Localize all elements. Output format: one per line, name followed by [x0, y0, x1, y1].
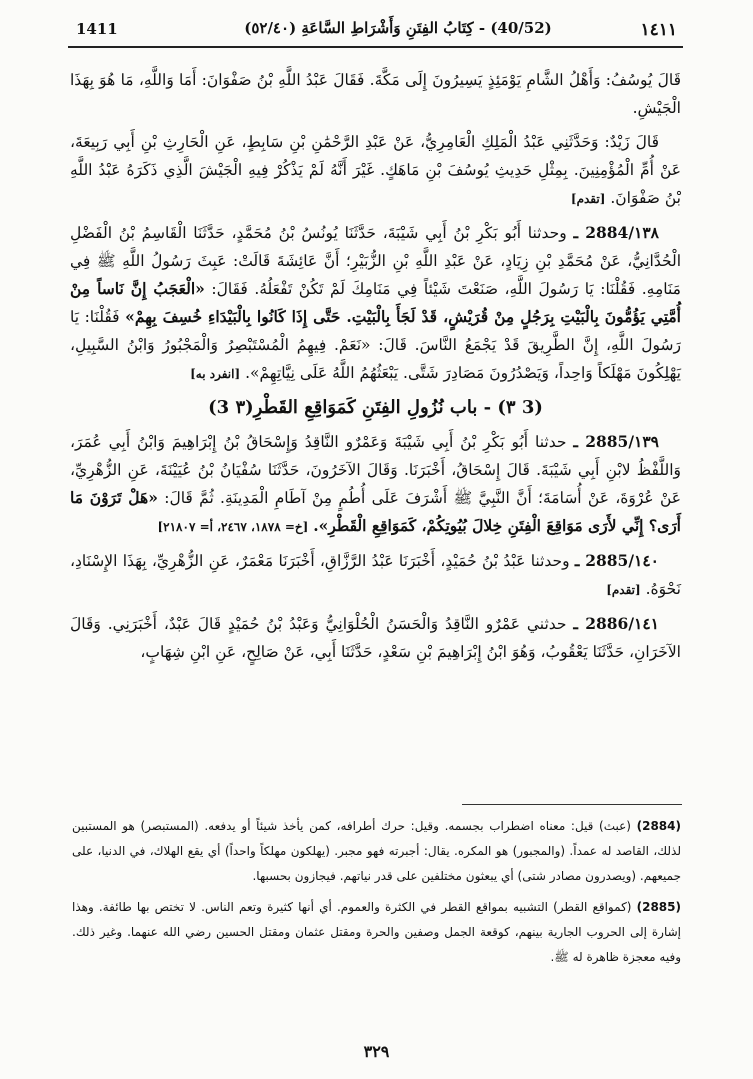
hadith-text: حدثني عَمْرٌو النَّاقِدُ وَالْحَسَنُ الْحُلْوَانِيُّ وَعَبْدُ بْنُ حُمَيْدٍ قَالَ عَبْدٌ، أَخْبَرَنِي. وَقَالَ الآخَرَانِ، حَدَّثَنَا يَعْقُوبُ، وَهُوَ ابْنُ إِبْرَاهِيمَ بْنِ سَعْدٍ، حَدَّثَنَا أَبِي، عَنْ صَالِحٍ، عَنِ ابْنِ شِهَابٍ،: [70, 615, 681, 661]
footnote-rule: [462, 804, 682, 805]
page-number-footer: ٣٢٩: [363, 1042, 390, 1061]
paragraph: [70, 66, 681, 122]
page-number-latin: 1411: [76, 20, 118, 38]
hadith-2886: [70, 610, 681, 666]
text: قَالَ يُوسُفُ: وَأَهْلُ الشَّامِ يَوْمَئِذٍ يَسِيرُونَ إِلَى مَكَّةَ. فَقَالَ عَبْدُ اللَّهِ بْنُ صَفْوَانَ: أَمَا وَاللَّهِ، مَا هُوَ بِهَذَا الْجَيْشِ.: [70, 71, 681, 117]
footnote-text: (عبث) قيل: معناه اضطراب بجسمه. وقيل: حرك أطرافه، كمن يأخذ شيئاً أو يدفعه. (المستبصر) هو المستبين لذلك، القاصد له عمداً. (والمجبور) هو المكره. يقال: أجبرته فهو مجبر. (يهلكون مهلكاً واحداً) أي يقع الهلاك، في الدنيا، على جميعهم. (ويصدرون مصادر شتى) أي يبعثون مختلفين على قدر نياتهم. فيجازون بحسبها.: [72, 819, 681, 883]
footnote-label: (2885): [636, 900, 681, 914]
reference-tag: [انفرد به]: [190, 367, 241, 381]
hadith-number: ١٣٩/2885 ـ: [573, 432, 659, 451]
footnote: [72, 814, 681, 889]
footnote-text: (كمواقع القطر) التشبيه بمواقع القطر في الكثرة والعموم. أي أنها كثيرة وتعم الناس. لا تختص بها طائفة. وهذا إشارة إلى الحروب الجارية بينهم، كوقعة الجمل وصفين والحرة ومقتل عثمان ومقتل الحسين رضي الله عنهما. وغير ذلك. وفيه معجزة ظاهرة له ﷺ.: [72, 900, 681, 964]
hadith-number: ١٤٠/2885 ـ: [574, 551, 659, 570]
hadith-quote: «هَلْ تَرَوْنَ مَا أَرَى؟ إِنِّي لأَرَى مَوَاقِعَ الْفِتَنِ خِلالَ بُيُوتِكُمْ، كَمَوَاقِعِ الْقَطْرِ».: [70, 488, 681, 535]
page-header: [68, 14, 683, 48]
hadith-text: وحدثنا أَبُو بَكْرِ بْنُ أَبِي شَيْبَةَ، حَدَّثَنَا يُونُسُ بْنُ مُحَمَّدٍ، حَدَّثَنَا الْقَاسِمُ بْنُ الْفَضْلِ الْحُدَّانِيُّ، عَنْ مُحَمَّدِ بْنِ زِيَادٍ، عَنْ عَبْدِ اللَّهِ بْنِ الزُّبَيْرِ؛ أَنَّ عَائِشَةَ قَالَتْ: عَبِثَ رَسُولُ اللَّهِ ﷺ فِي مَنَامِهِ. فَقُلْنَا: يَا رَسُولَ اللَّهِ، صَنَعْتَ شَيْئاً فِي مَنَامِكَ لَمْ تَكُنْ تَفْعَلُهُ. فَقَالَ:: [70, 224, 681, 298]
footnotes: [72, 814, 681, 976]
main-text: [70, 66, 681, 672]
paragraph: [70, 128, 681, 213]
footnote-label: (2884): [636, 819, 681, 833]
hadith-2885: [70, 428, 681, 541]
chapter-heading: (3 ٣) - باب نُزُولِ الفِتَنِ كَمَوَاقِعِ القَطْرِ(٣ 3): [208, 397, 543, 418]
text: قَالَ زَيْدٌ: وَحَدَّثَنِي عَبْدُ الْمَلِكِ الْعَامِرِيُّ، عَنْ عَبْدِ الرَّحْمَٰنِ بْنِ سَابِطٍ، عَنِ الْحَارِثِ بْنِ أَبِي رَبِيعَةَ، عَنْ أُمِّ الْمُؤْمِنِينَ. بِمِثْلِ حَدِيثِ يُوسُفَ بْنِ مَاهَكٍ. غَيْرَ أَنَّهُ لَمْ يَذْكُرْ فِيهِ الْجَيْشَ الَّذِي ذَكَرَهُ عَبْدُ اللَّهِ بْنُ صَفْوَانَ.: [70, 133, 681, 207]
hadith-text: وحدثنا عَبْدُ بْنُ حُمَيْدٍ، أَخْبَرَنَا عَبْدُ الرَّزَّاقِ، أَخْبَرَنَا مَعْمَرٌ، عَنِ الزُّهْرِيِّ، بِهَذَا الإِسْنَادِ، نَحْوَهُ.: [70, 552, 681, 598]
reference-tag: [خ= ١٨٧٨، ٢٤٦٧، أ= ٢١٨٠٧]: [157, 520, 309, 534]
footnote: [72, 895, 681, 970]
header-rule: [68, 46, 683, 48]
running-title: (40/52) - كِتَابُ الفِتَنِ وَأَشْرَاطِ السَّاعَةِ (٥٢/٤٠): [244, 19, 552, 37]
page-number-arabic: ١٤١١: [640, 20, 677, 40]
hadith-number: ١٤١/2886 ـ: [573, 614, 659, 633]
reference-tag: [تقدم]: [570, 192, 606, 206]
hadith-text: فَقُلْنَا: يَا رَسُولَ اللَّهِ، إِنَّ الطَّرِيقَ قَدْ يَجْمَعُ النَّاسَ. قَالَ: «نَعَمْ. فِيهِمُ الْمُسْتَبْصِرُ وَالْمَجْبُورُ وَابْنُ السَّبِيلِ، يَهْلِكُونَ مَهْلَكاً وَاحِداً، وَيَصْدُرُونَ مَصَادِرَ شَتَّى. يَبْعَثُهُمُ اللَّهُ عَلَى نِيَّاتِهِمْ».: [70, 308, 681, 382]
hadith-2884: [70, 219, 681, 388]
reference-tag: [تقدم]: [606, 583, 641, 597]
hadith-number: ١٣٨/2884 ـ: [573, 223, 659, 242]
hadith-2885-b: [70, 547, 681, 604]
hadith-text: حدثنا أَبُو بَكْرِ بْنُ أَبِي شَيْبَةَ وَعَمْرٌو النَّاقِدُ وَإِسْحَاقُ بْنُ إِبْرَاهِيمَ وَابْنُ أَبِي عُمَرَ، وَاللَّفْظُ لابْنِ أَبِي شَيْبَةَ. قَالَ إِسْحَاقُ، أَخْبَرَنَا. وَقَالَ الآخَرُونَ، حَدَّثَنَا سُفْيَانُ بْنُ عُيَيْنَةَ، عَنِ الزُّهْرِيِّ، عَنْ عُرْوَةَ، عَنْ أُسَامَةَ؛ أَنَّ النَّبِيَّ ﷺ أَشْرَفَ عَلَى أُطُمٍ مِنْ آطَامِ الْمَدِينَةِ. ثُمَّ قَالَ:: [70, 433, 682, 507]
hadith-quote: «الْعَجَبُ إِنَّ نَاساً مِنْ أُمَّتِي يَؤُمُّونَ بِالْبَيْتِ بِرَجُلٍ مِنْ قُرَيْشٍ، قَدْ لَجَأَ بِالْبَيْتِ. حَتَّى إِذَا كَانُوا بِالْبَيْدَاءِ خُسِفَ بِهِمْ»: [70, 279, 681, 326]
